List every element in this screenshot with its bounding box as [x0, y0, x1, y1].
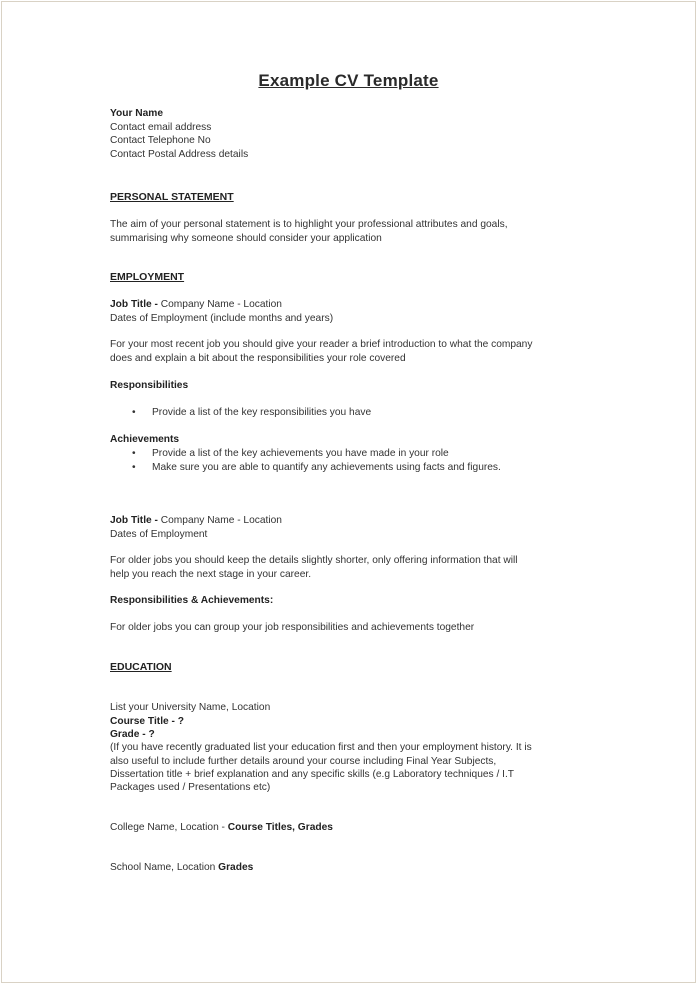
bullet: • — [132, 448, 136, 459]
bullet: • — [132, 407, 136, 418]
contact-address: Contact Postal Address details — [110, 149, 249, 160]
personal-statement-heading: PERSONAL STATEMENT — [110, 191, 234, 203]
education-note: Packages used / Presentations etc) — [110, 782, 271, 793]
contact-name: Your Name — [110, 108, 164, 119]
education-heading: EDUCATION — [110, 661, 172, 673]
grade: Grade - ? — [110, 729, 155, 740]
achievements-heading: Achievements — [110, 434, 180, 445]
job1-description: For your most recent job you should give your reader a brief introduction to what the company — [110, 339, 533, 350]
college-courses-grades: Course Titles, Grades — [227, 822, 333, 833]
school-grades: Grades — [218, 862, 254, 873]
school-name-location: School Name, Location — [110, 862, 219, 873]
job-company-location: Company Name - Location — [157, 515, 282, 526]
responsibility-item: Provide a list of the key responsibilities you have — [152, 407, 372, 418]
college-line — [110, 821, 333, 835]
responsibilities-heading: Responsibilities — [110, 380, 189, 391]
job1-dates: Dates of Employment (include months and years) — [110, 313, 334, 324]
college-name-location: College Name, Location - — [110, 822, 228, 833]
course-title: Course Title - ? — [110, 716, 184, 727]
resp-ach-text: For older jobs you can group your job responsibilities and achievements together — [110, 622, 475, 633]
education-note: also useful to include further details around your course including Final Year Subjects, — [110, 756, 497, 767]
cv-page — [1, 1, 696, 983]
contact-phone: Contact Telephone No — [110, 135, 211, 146]
job2-description: help you reach the next stage in your career. — [110, 569, 312, 580]
job-company-location: Company Name - Location — [157, 299, 282, 310]
job2-description: For older jobs you should keep the details slightly shorter, only offering information that will — [110, 555, 518, 566]
job-title-label: Job Title - — [110, 299, 158, 310]
achievement-item: Make sure you are able to quantify any achievements using facts and figures. — [152, 462, 501, 473]
job1-description: does and explain a bit about the responsibilities your role covered — [110, 353, 406, 364]
resp-ach-heading: Responsibilities & Achievements: — [110, 595, 274, 606]
bullet: • — [132, 462, 136, 473]
education-note: Dissertation title + brief explanation and any specific skills (e.g Laboratory techniques / I.T — [110, 769, 515, 780]
education-note: (If you have recently graduated list your education first and then your employment history. It is — [110, 742, 532, 753]
personal-statement-line: The aim of your personal statement is to highlight your professional attributes and goals, — [110, 219, 508, 230]
job2-title — [110, 514, 282, 528]
job-title-label: Job Title - — [110, 515, 158, 526]
achievement-item: Provide a list of the key achievements you have made in your role — [152, 448, 449, 459]
school-line — [110, 861, 253, 875]
university-line: List your University Name, Location — [110, 702, 271, 713]
personal-statement-line: summarising why someone should consider your application — [110, 233, 382, 244]
contact-email: Contact email address — [110, 122, 212, 133]
document-title: Example CV Template — [258, 71, 439, 90]
employment-heading: EMPLOYMENT — [110, 271, 185, 283]
job2-dates: Dates of Employment — [110, 529, 208, 540]
job1-title — [110, 298, 282, 312]
